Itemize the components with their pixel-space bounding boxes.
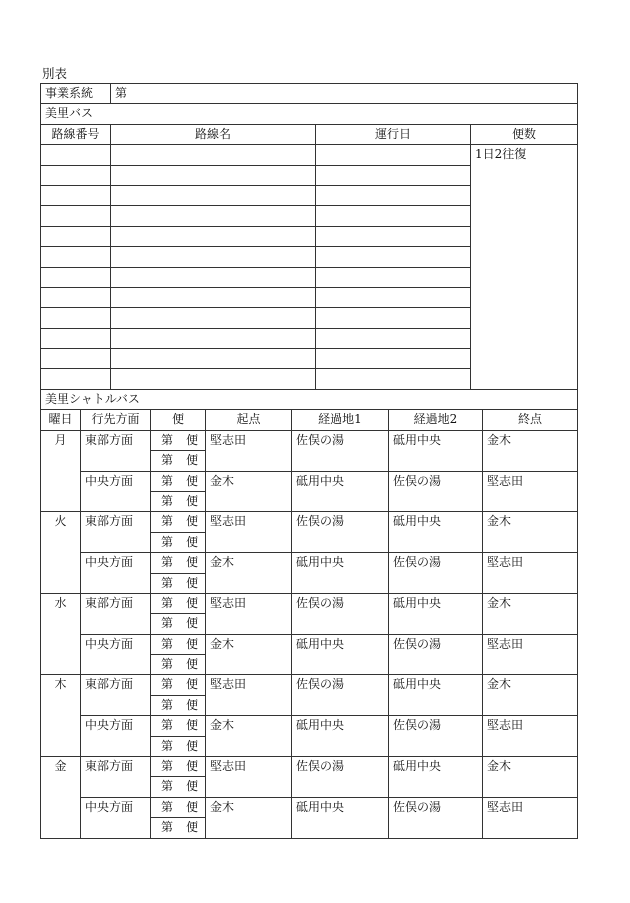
bin-cell: 第便 [151,736,206,756]
header-end: 終点 [483,410,578,430]
direction-cell: 中央方面 [81,553,151,594]
via2-cell: 佐俣の湯 [389,634,483,675]
end-cell: 金木 [483,512,578,553]
weekday-cell: 金 [41,757,81,839]
route-number-cell [41,206,111,226]
operating-days-cell [316,226,471,246]
bin-cell: 第便 [151,471,206,491]
end-cell: 金木 [483,675,578,716]
route-number-cell [41,226,111,246]
operating-days-cell [316,349,471,369]
via1-cell: 砥用中央 [292,553,389,594]
route-number-cell [41,287,111,307]
route-name-cell [111,145,316,165]
route-name-cell [111,185,316,205]
shuttle-name-row [41,390,578,410]
end-cell: 堅志田 [483,634,578,675]
shuttle-row [41,430,578,450]
bus-name: 美里バス [41,104,578,124]
bus-header-row [41,124,578,144]
weekday-cell: 月 [41,430,81,512]
via1-cell: 砥用中央 [292,797,389,838]
end-cell: 堅志田 [483,797,578,838]
bin-cell: 第便 [151,757,206,777]
system-value: 第 [111,84,578,104]
shuttle-row [41,716,578,736]
end-cell: 金木 [483,593,578,634]
start-cell: 金木 [206,634,292,675]
route-number-cell [41,145,111,165]
via1-cell: 佐俣の湯 [292,593,389,634]
operating-days-cell [316,308,471,328]
header-route-name: 路線名 [111,124,316,144]
start-cell: 金木 [206,553,292,594]
via1-cell: 砥用中央 [292,471,389,512]
via1-cell: 佐俣の湯 [292,430,389,471]
bin-cell: 第便 [151,512,206,532]
header-bin: 便 [151,410,206,430]
shuttle-row [41,757,578,777]
shuttle-row [41,634,578,654]
via2-cell: 佐俣の湯 [389,797,483,838]
direction-cell: 中央方面 [81,471,151,512]
via2-cell: 佐俣の湯 [389,471,483,512]
bin-cell: 第便 [151,614,206,634]
operating-days-cell [316,145,471,165]
shuttle-row [41,553,578,573]
via2-cell: 砥用中央 [389,757,483,798]
operating-days-cell [316,206,471,226]
direction-cell: 東部方面 [81,430,151,471]
start-cell: 堅志田 [206,757,292,798]
route-number-cell [41,369,111,389]
shuttle-name: 美里シャトルバス [41,390,578,410]
bin-cell: 第便 [151,634,206,654]
start-cell: 堅志田 [206,593,292,634]
bin-cell: 第便 [151,430,206,450]
end-cell: 堅志田 [483,716,578,757]
bus-name-row [41,104,578,124]
end-cell: 堅志田 [483,553,578,594]
header-weekday: 曜日 [41,410,81,430]
route-number-cell [41,349,111,369]
bin-cell: 第便 [151,593,206,613]
via2-cell: 砥用中央 [389,430,483,471]
direction-cell: 東部方面 [81,593,151,634]
via2-cell: 佐俣の湯 [389,553,483,594]
bin-cell: 第便 [151,573,206,593]
header-start: 起点 [206,410,292,430]
end-cell: 堅志田 [483,471,578,512]
bin-cell: 第便 [151,797,206,817]
bus-route-row [41,145,578,165]
via1-cell: 佐俣の湯 [292,757,389,798]
via2-cell: 砥用中央 [389,512,483,553]
weekday-cell: 火 [41,512,81,594]
bin-cell: 第便 [151,553,206,573]
shuttle-row [41,797,578,817]
route-name-cell [111,369,316,389]
via1-cell: 佐俣の湯 [292,512,389,553]
start-cell: 金木 [206,797,292,838]
operating-days-cell [316,287,471,307]
operating-days-cell [316,267,471,287]
direction-cell: 中央方面 [81,634,151,675]
system-label: 事業系統 [41,84,111,104]
frequency-cell: 1日2往復 [471,145,578,390]
via2-cell: 砥用中央 [389,675,483,716]
shuttle-table [40,389,578,839]
direction-cell: 中央方面 [81,716,151,757]
via1-cell: 砥用中央 [292,634,389,675]
route-name-cell [111,226,316,246]
system-row [41,84,578,104]
end-cell: 金木 [483,430,578,471]
shuttle-row [41,675,578,695]
direction-cell: 東部方面 [81,675,151,716]
via2-cell: 佐俣の湯 [389,716,483,757]
route-name-cell [111,287,316,307]
operating-days-cell [316,185,471,205]
page-caption: 別表 [42,66,68,81]
route-number-cell [41,267,111,287]
header-operating-days: 運行日 [316,124,471,144]
bin-cell: 第便 [151,451,206,471]
route-name-cell [111,328,316,348]
bin-cell: 第便 [151,818,206,838]
header-frequency: 便数 [471,124,578,144]
start-cell: 堅志田 [206,430,292,471]
bin-cell: 第便 [151,655,206,675]
direction-cell: 東部方面 [81,757,151,798]
shuttle-header-row [41,410,578,430]
header-via2: 経過地2 [389,410,483,430]
operating-days-cell [316,165,471,185]
route-number-cell [41,308,111,328]
route-name-cell [111,247,316,267]
operating-days-cell [316,328,471,348]
bin-cell: 第便 [151,716,206,736]
bin-cell: 第便 [151,532,206,552]
route-number-cell [41,247,111,267]
shuttle-row [41,471,578,491]
route-number-cell [41,185,111,205]
via1-cell: 佐俣の湯 [292,675,389,716]
bin-cell: 第便 [151,777,206,797]
operating-days-cell [316,247,471,267]
end-cell: 金木 [483,757,578,798]
header-direction: 行先方面 [81,410,151,430]
weekday-cell: 水 [41,593,81,675]
start-cell: 金木 [206,716,292,757]
route-name-cell [111,206,316,226]
shuttle-row [41,593,578,613]
header-route-number: 路線番号 [41,124,111,144]
start-cell: 堅志田 [206,512,292,553]
bin-cell: 第便 [151,675,206,695]
header-via1: 経過地1 [292,410,389,430]
bus-route-table [40,83,578,390]
route-number-cell [41,328,111,348]
operating-days-cell [316,369,471,389]
shuttle-row [41,512,578,532]
route-number-cell [41,165,111,185]
route-name-cell [111,267,316,287]
bin-cell: 第便 [151,491,206,511]
bin-cell: 第便 [151,695,206,715]
start-cell: 金木 [206,471,292,512]
weekday-cell: 木 [41,675,81,757]
route-name-cell [111,308,316,328]
via2-cell: 砥用中央 [389,593,483,634]
route-name-cell [111,165,316,185]
via1-cell: 砥用中央 [292,716,389,757]
start-cell: 堅志田 [206,675,292,716]
route-name-cell [111,349,316,369]
direction-cell: 東部方面 [81,512,151,553]
direction-cell: 中央方面 [81,797,151,838]
